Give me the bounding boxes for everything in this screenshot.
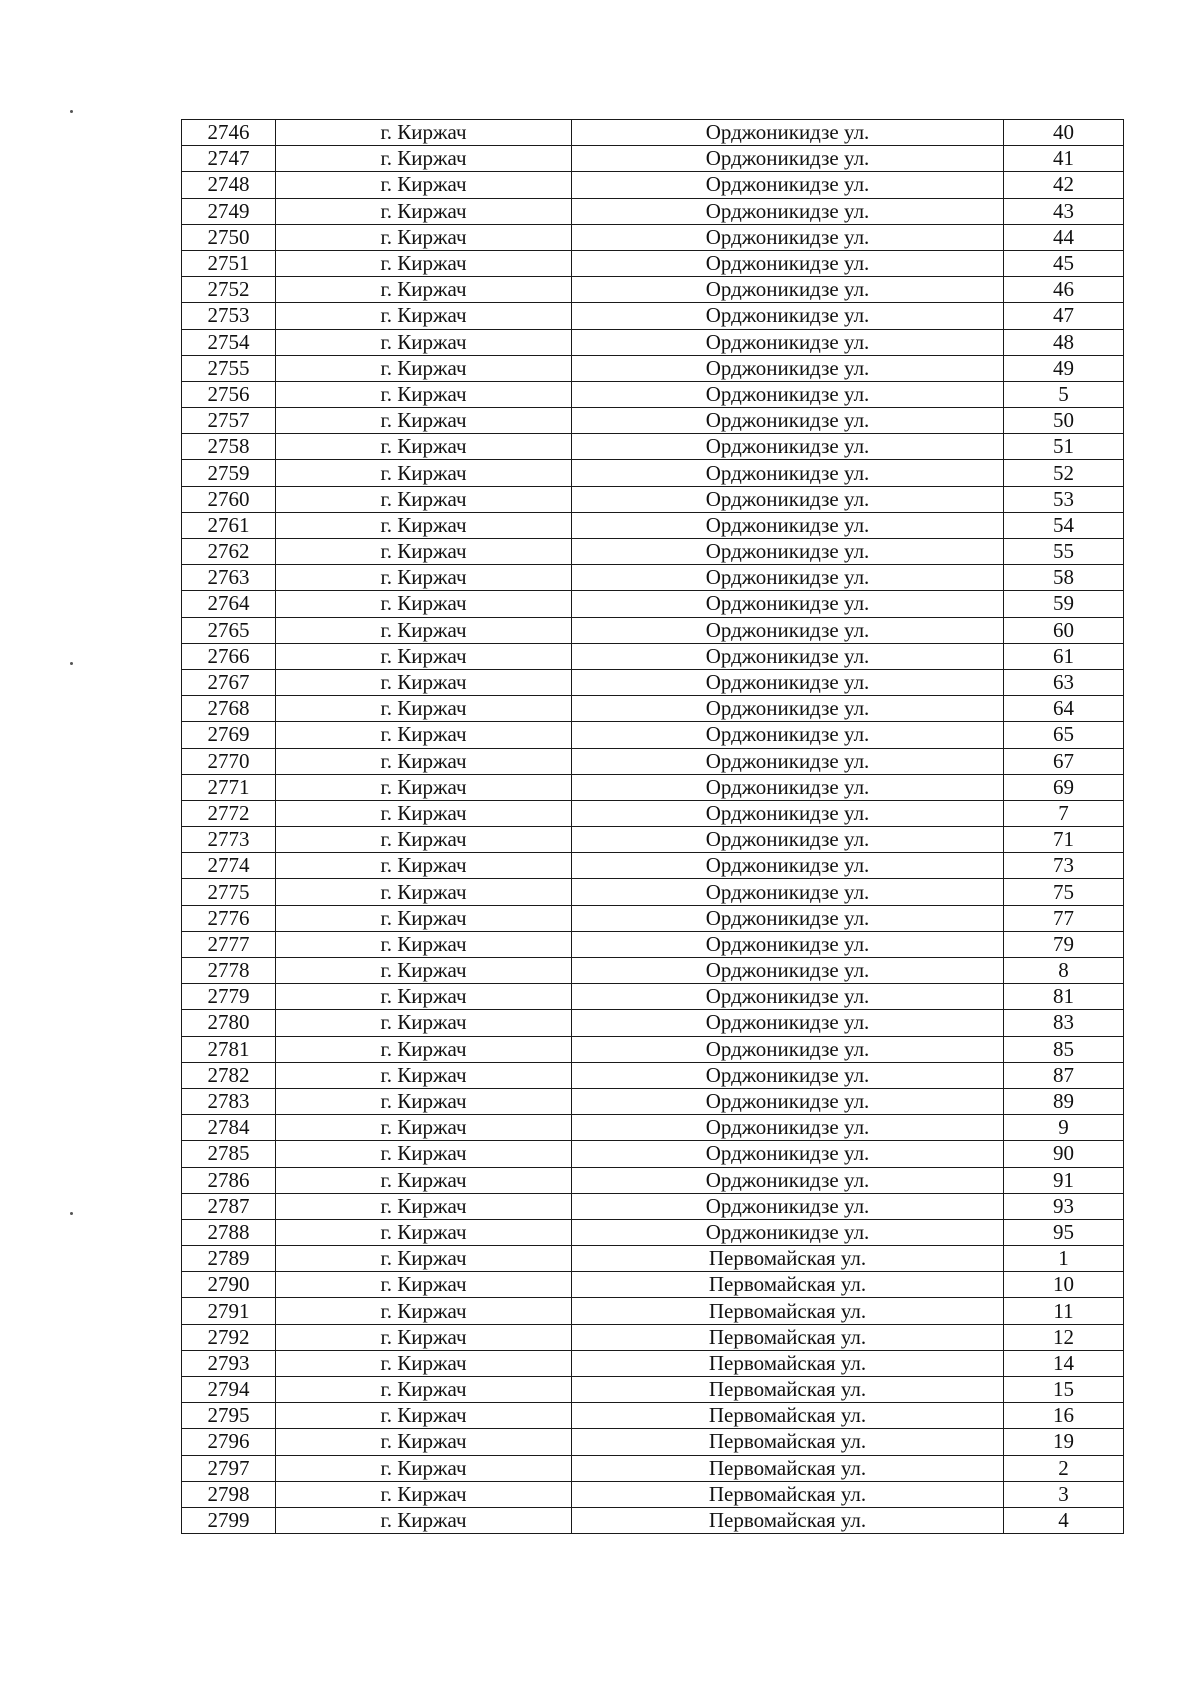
- table-row: [182, 1455, 1124, 1481]
- house-number-cell: 87: [1004, 1062, 1124, 1088]
- city-cell: г. Киржач: [276, 1010, 572, 1036]
- table-row: [182, 381, 1124, 407]
- street-cell: Орджоникидзе ул.: [572, 1115, 1004, 1141]
- row-number-cell: 2778: [182, 958, 276, 984]
- city-cell: г. Киржач: [276, 1062, 572, 1088]
- house-number-cell: 75: [1004, 879, 1124, 905]
- street-cell: Орджоникидзе ул.: [572, 1062, 1004, 1088]
- street-cell: Орджоникидзе ул.: [572, 617, 1004, 643]
- house-number-cell: 65: [1004, 722, 1124, 748]
- street-cell: Орджоникидзе ул.: [572, 355, 1004, 381]
- street-cell: Орджоникидзе ул.: [572, 408, 1004, 434]
- street-cell: Орджоникидзе ул.: [572, 1141, 1004, 1167]
- row-number-cell: 2754: [182, 329, 276, 355]
- row-number-cell: 2757: [182, 408, 276, 434]
- house-number-cell: 61: [1004, 643, 1124, 669]
- house-number-cell: 46: [1004, 277, 1124, 303]
- row-number-cell: 2776: [182, 905, 276, 931]
- city-cell: г. Киржач: [276, 1141, 572, 1167]
- row-number-cell: 2760: [182, 486, 276, 512]
- street-cell: Орджоникидзе ул.: [572, 172, 1004, 198]
- table-row: [182, 303, 1124, 329]
- table-row: [182, 224, 1124, 250]
- street-cell: Орджоникидзе ул.: [572, 460, 1004, 486]
- street-cell: Орджоникидзе ул.: [572, 591, 1004, 617]
- table-row: [182, 1272, 1124, 1298]
- street-cell: Первомайская ул.: [572, 1429, 1004, 1455]
- table-row: [182, 250, 1124, 276]
- table-row: [182, 1167, 1124, 1193]
- house-number-cell: 67: [1004, 748, 1124, 774]
- table-row: [182, 1324, 1124, 1350]
- row-number-cell: 2758: [182, 434, 276, 460]
- house-number-cell: 2: [1004, 1455, 1124, 1481]
- row-number-cell: 2784: [182, 1115, 276, 1141]
- row-number-cell: 2779: [182, 984, 276, 1010]
- table-row: [182, 539, 1124, 565]
- row-number-cell: 2780: [182, 1010, 276, 1036]
- scan-speck: [70, 110, 73, 113]
- row-number-cell: 2768: [182, 696, 276, 722]
- row-number-cell: 2770: [182, 748, 276, 774]
- city-cell: г. Киржач: [276, 879, 572, 905]
- city-cell: г. Киржач: [276, 774, 572, 800]
- table-row: [182, 1403, 1124, 1429]
- row-number-cell: 2788: [182, 1219, 276, 1245]
- address-table: [181, 119, 1124, 1534]
- city-cell: г. Киржач: [276, 1167, 572, 1193]
- house-number-cell: 95: [1004, 1219, 1124, 1245]
- house-number-cell: 9: [1004, 1115, 1124, 1141]
- table-row: [182, 355, 1124, 381]
- row-number-cell: 2792: [182, 1324, 276, 1350]
- street-cell: Орджоникидзе ул.: [572, 722, 1004, 748]
- house-number-cell: 12: [1004, 1324, 1124, 1350]
- street-cell: Орджоникидзе ул.: [572, 1010, 1004, 1036]
- row-number-cell: 2749: [182, 198, 276, 224]
- city-cell: г. Киржач: [276, 303, 572, 329]
- city-cell: г. Киржач: [276, 1481, 572, 1507]
- row-number-cell: 2751: [182, 250, 276, 276]
- row-number-cell: 2793: [182, 1350, 276, 1376]
- city-cell: г. Киржач: [276, 696, 572, 722]
- table-row: [182, 1193, 1124, 1219]
- row-number-cell: 2765: [182, 617, 276, 643]
- city-cell: г. Киржач: [276, 408, 572, 434]
- street-cell: Орджоникидзе ул.: [572, 539, 1004, 565]
- table-row: [182, 800, 1124, 826]
- city-cell: г. Киржач: [276, 1115, 572, 1141]
- house-number-cell: 81: [1004, 984, 1124, 1010]
- row-number-cell: 2763: [182, 565, 276, 591]
- street-cell: Орджоникидзе ул.: [572, 329, 1004, 355]
- table-row: [182, 879, 1124, 905]
- row-number-cell: 2747: [182, 146, 276, 172]
- table-row: [182, 669, 1124, 695]
- row-number-cell: 2785: [182, 1141, 276, 1167]
- street-cell: Орджоникидзе ул.: [572, 905, 1004, 931]
- house-number-cell: 43: [1004, 198, 1124, 224]
- street-cell: Орджоникидзе ул.: [572, 381, 1004, 407]
- street-cell: Орджоникидзе ул.: [572, 931, 1004, 957]
- house-number-cell: 10: [1004, 1272, 1124, 1298]
- city-cell: г. Киржач: [276, 931, 572, 957]
- house-number-cell: 11: [1004, 1298, 1124, 1324]
- street-cell: Первомайская ул.: [572, 1324, 1004, 1350]
- house-number-cell: 91: [1004, 1167, 1124, 1193]
- street-cell: Орджоникидзе ул.: [572, 1193, 1004, 1219]
- table-row: [182, 460, 1124, 486]
- city-cell: г. Киржач: [276, 1219, 572, 1245]
- table-row: [182, 722, 1124, 748]
- street-cell: Первомайская ул.: [572, 1272, 1004, 1298]
- table-row: [182, 931, 1124, 957]
- street-cell: Орджоникидзе ул.: [572, 669, 1004, 695]
- table-row: [182, 1115, 1124, 1141]
- address-table-container: [181, 119, 1123, 1534]
- street-cell: Орджоникидзе ул.: [572, 486, 1004, 512]
- row-number-cell: 2777: [182, 931, 276, 957]
- street-cell: Орджоникидзе ул.: [572, 748, 1004, 774]
- row-number-cell: 2775: [182, 879, 276, 905]
- street-cell: Орджоникидзе ул.: [572, 958, 1004, 984]
- house-number-cell: 45: [1004, 250, 1124, 276]
- table-row: [182, 958, 1124, 984]
- table-row: [182, 617, 1124, 643]
- house-number-cell: 40: [1004, 120, 1124, 146]
- table-row: [182, 984, 1124, 1010]
- table-row: [182, 408, 1124, 434]
- row-number-cell: 2791: [182, 1298, 276, 1324]
- city-cell: г. Киржач: [276, 1298, 572, 1324]
- street-cell: Первомайская ул.: [572, 1455, 1004, 1481]
- city-cell: г. Киржач: [276, 1272, 572, 1298]
- house-number-cell: 59: [1004, 591, 1124, 617]
- street-cell: Орджоникидзе ул.: [572, 198, 1004, 224]
- house-number-cell: 53: [1004, 486, 1124, 512]
- city-cell: г. Киржач: [276, 984, 572, 1010]
- street-cell: Орджоникидзе ул.: [572, 774, 1004, 800]
- street-cell: Орджоникидзе ул.: [572, 146, 1004, 172]
- row-number-cell: 2799: [182, 1507, 276, 1533]
- row-number-cell: 2755: [182, 355, 276, 381]
- house-number-cell: 90: [1004, 1141, 1124, 1167]
- city-cell: г. Киржач: [276, 381, 572, 407]
- house-number-cell: 5: [1004, 381, 1124, 407]
- house-number-cell: 60: [1004, 617, 1124, 643]
- table-row: [182, 172, 1124, 198]
- city-cell: г. Киржач: [276, 355, 572, 381]
- row-number-cell: 2764: [182, 591, 276, 617]
- house-number-cell: 51: [1004, 434, 1124, 460]
- street-cell: Орджоникидзе ул.: [572, 1088, 1004, 1114]
- house-number-cell: 58: [1004, 565, 1124, 591]
- table-row: [182, 643, 1124, 669]
- house-number-cell: 1: [1004, 1246, 1124, 1272]
- city-cell: г. Киржач: [276, 1377, 572, 1403]
- city-cell: г. Киржач: [276, 224, 572, 250]
- row-number-cell: 2772: [182, 800, 276, 826]
- table-row: [182, 591, 1124, 617]
- city-cell: г. Киржач: [276, 1429, 572, 1455]
- row-number-cell: 2786: [182, 1167, 276, 1193]
- house-number-cell: 85: [1004, 1036, 1124, 1062]
- city-cell: г. Киржач: [276, 486, 572, 512]
- row-number-cell: 2746: [182, 120, 276, 146]
- row-number-cell: 2759: [182, 460, 276, 486]
- street-cell: Первомайская ул.: [572, 1377, 1004, 1403]
- city-cell: г. Киржач: [276, 1246, 572, 1272]
- house-number-cell: 73: [1004, 853, 1124, 879]
- row-number-cell: 2795: [182, 1403, 276, 1429]
- street-cell: Первомайская ул.: [572, 1481, 1004, 1507]
- row-number-cell: 2787: [182, 1193, 276, 1219]
- table-row: [182, 1298, 1124, 1324]
- city-cell: г. Киржач: [276, 1088, 572, 1114]
- row-number-cell: 2773: [182, 827, 276, 853]
- table-row: [182, 1481, 1124, 1507]
- house-number-cell: 4: [1004, 1507, 1124, 1533]
- table-row: [182, 1036, 1124, 1062]
- table-row: [182, 565, 1124, 591]
- city-cell: г. Киржач: [276, 958, 572, 984]
- house-number-cell: 55: [1004, 539, 1124, 565]
- street-cell: Орджоникидзе ул.: [572, 800, 1004, 826]
- table-row: [182, 1377, 1124, 1403]
- street-cell: Орджоникидзе ул.: [572, 120, 1004, 146]
- house-number-cell: 8: [1004, 958, 1124, 984]
- street-cell: Орджоникидзе ул.: [572, 434, 1004, 460]
- table-row: [182, 120, 1124, 146]
- city-cell: г. Киржач: [276, 1507, 572, 1533]
- house-number-cell: 50: [1004, 408, 1124, 434]
- row-number-cell: 2790: [182, 1272, 276, 1298]
- house-number-cell: 64: [1004, 696, 1124, 722]
- house-number-cell: 83: [1004, 1010, 1124, 1036]
- table-row: [182, 1246, 1124, 1272]
- row-number-cell: 2767: [182, 669, 276, 695]
- street-cell: Орджоникидзе ул.: [572, 565, 1004, 591]
- house-number-cell: 44: [1004, 224, 1124, 250]
- street-cell: Орджоникидзе ул.: [572, 696, 1004, 722]
- row-number-cell: 2748: [182, 172, 276, 198]
- table-row: [182, 1219, 1124, 1245]
- city-cell: г. Киржач: [276, 146, 572, 172]
- table-row: [182, 1429, 1124, 1455]
- street-cell: Орджоникидзе ул.: [572, 643, 1004, 669]
- row-number-cell: 2774: [182, 853, 276, 879]
- table-row: [182, 146, 1124, 172]
- city-cell: г. Киржач: [276, 617, 572, 643]
- table-row: [182, 696, 1124, 722]
- house-number-cell: 14: [1004, 1350, 1124, 1376]
- table-row: [182, 1062, 1124, 1088]
- city-cell: г. Киржач: [276, 434, 572, 460]
- row-number-cell: 2796: [182, 1429, 276, 1455]
- city-cell: г. Киржач: [276, 120, 572, 146]
- city-cell: г. Киржач: [276, 460, 572, 486]
- house-number-cell: 47: [1004, 303, 1124, 329]
- city-cell: г. Киржач: [276, 1193, 572, 1219]
- city-cell: г. Киржач: [276, 172, 572, 198]
- row-number-cell: 2769: [182, 722, 276, 748]
- city-cell: г. Киржач: [276, 250, 572, 276]
- row-number-cell: 2782: [182, 1062, 276, 1088]
- street-cell: Орджоникидзе ул.: [572, 512, 1004, 538]
- row-number-cell: 2798: [182, 1481, 276, 1507]
- row-number-cell: 2756: [182, 381, 276, 407]
- table-row: [182, 853, 1124, 879]
- row-number-cell: 2752: [182, 277, 276, 303]
- city-cell: г. Киржач: [276, 1350, 572, 1376]
- table-row: [182, 512, 1124, 538]
- row-number-cell: 2766: [182, 643, 276, 669]
- row-number-cell: 2794: [182, 1377, 276, 1403]
- city-cell: г. Киржач: [276, 565, 572, 591]
- table-row: [182, 1350, 1124, 1376]
- street-cell: Орджоникидзе ул.: [572, 1219, 1004, 1245]
- house-number-cell: 54: [1004, 512, 1124, 538]
- house-number-cell: 42: [1004, 172, 1124, 198]
- city-cell: г. Киржач: [276, 512, 572, 538]
- row-number-cell: 2789: [182, 1246, 276, 1272]
- street-cell: Первомайская ул.: [572, 1403, 1004, 1429]
- table-row: [182, 486, 1124, 512]
- table-row: [182, 748, 1124, 774]
- row-number-cell: 2753: [182, 303, 276, 329]
- row-number-cell: 2783: [182, 1088, 276, 1114]
- street-cell: Орджоникидзе ул.: [572, 250, 1004, 276]
- city-cell: г. Киржач: [276, 748, 572, 774]
- table-row: [182, 905, 1124, 931]
- house-number-cell: 77: [1004, 905, 1124, 931]
- city-cell: г. Киржач: [276, 669, 572, 695]
- row-number-cell: 2771: [182, 774, 276, 800]
- city-cell: г. Киржач: [276, 1403, 572, 1429]
- city-cell: г. Киржач: [276, 277, 572, 303]
- row-number-cell: 2781: [182, 1036, 276, 1062]
- house-number-cell: 7: [1004, 800, 1124, 826]
- street-cell: Первомайская ул.: [572, 1350, 1004, 1376]
- house-number-cell: 52: [1004, 460, 1124, 486]
- scan-speck: [70, 1212, 73, 1215]
- house-number-cell: 15: [1004, 1377, 1124, 1403]
- city-cell: г. Киржач: [276, 1036, 572, 1062]
- house-number-cell: 16: [1004, 1403, 1124, 1429]
- city-cell: г. Киржач: [276, 905, 572, 931]
- street-cell: Орджоникидзе ул.: [572, 984, 1004, 1010]
- street-cell: Орджоникидзе ул.: [572, 853, 1004, 879]
- house-number-cell: 3: [1004, 1481, 1124, 1507]
- house-number-cell: 71: [1004, 827, 1124, 853]
- city-cell: г. Киржач: [276, 1324, 572, 1350]
- house-number-cell: 79: [1004, 931, 1124, 957]
- house-number-cell: 49: [1004, 355, 1124, 381]
- city-cell: г. Киржач: [276, 198, 572, 224]
- scan-speck: [70, 662, 73, 665]
- house-number-cell: 19: [1004, 1429, 1124, 1455]
- street-cell: Первомайская ул.: [572, 1246, 1004, 1272]
- street-cell: Орджоникидзе ул.: [572, 1167, 1004, 1193]
- street-cell: Первомайская ул.: [572, 1507, 1004, 1533]
- city-cell: г. Киржач: [276, 539, 572, 565]
- city-cell: г. Киржач: [276, 643, 572, 669]
- street-cell: Орджоникидзе ул.: [572, 277, 1004, 303]
- house-number-cell: 63: [1004, 669, 1124, 695]
- row-number-cell: 2762: [182, 539, 276, 565]
- table-row: [182, 1507, 1124, 1533]
- street-cell: Орджоникидзе ул.: [572, 1036, 1004, 1062]
- city-cell: г. Киржач: [276, 591, 572, 617]
- city-cell: г. Киржач: [276, 853, 572, 879]
- address-table-body: [182, 120, 1124, 1534]
- house-number-cell: 41: [1004, 146, 1124, 172]
- house-number-cell: 48: [1004, 329, 1124, 355]
- city-cell: г. Киржач: [276, 827, 572, 853]
- row-number-cell: 2761: [182, 512, 276, 538]
- house-number-cell: 93: [1004, 1193, 1124, 1219]
- table-row: [182, 827, 1124, 853]
- city-cell: г. Киржач: [276, 329, 572, 355]
- street-cell: Орджоникидзе ул.: [572, 303, 1004, 329]
- table-row: [182, 198, 1124, 224]
- table-row: [182, 434, 1124, 460]
- row-number-cell: 2750: [182, 224, 276, 250]
- table-row: [182, 774, 1124, 800]
- table-row: [182, 1141, 1124, 1167]
- house-number-cell: 69: [1004, 774, 1124, 800]
- city-cell: г. Киржач: [276, 722, 572, 748]
- street-cell: Орджоникидзе ул.: [572, 827, 1004, 853]
- city-cell: г. Киржач: [276, 1455, 572, 1481]
- house-number-cell: 89: [1004, 1088, 1124, 1114]
- street-cell: Орджоникидзе ул.: [572, 224, 1004, 250]
- street-cell: Орджоникидзе ул.: [572, 879, 1004, 905]
- row-number-cell: 2797: [182, 1455, 276, 1481]
- table-row: [182, 1088, 1124, 1114]
- table-row: [182, 1010, 1124, 1036]
- street-cell: Первомайская ул.: [572, 1298, 1004, 1324]
- table-row: [182, 329, 1124, 355]
- table-row: [182, 277, 1124, 303]
- city-cell: г. Киржач: [276, 800, 572, 826]
